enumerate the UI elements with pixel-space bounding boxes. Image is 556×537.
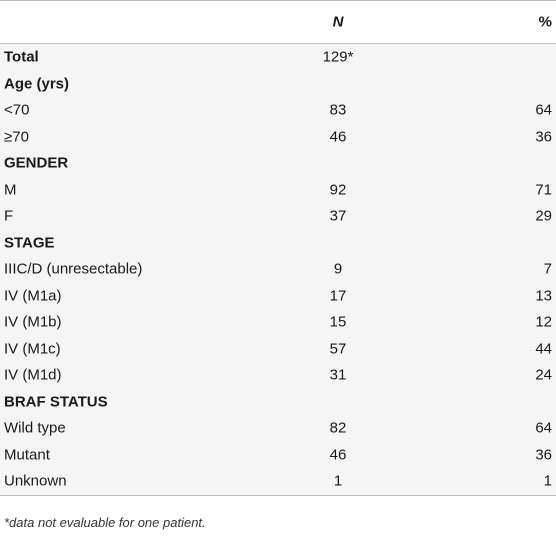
row-label: GENDER bbox=[4, 154, 69, 172]
row-label: IV (M1a) bbox=[4, 287, 62, 305]
row-n-cell bbox=[333, 260, 343, 278]
row-label: Total bbox=[4, 48, 39, 66]
row-n-cell bbox=[329, 313, 347, 331]
row-n-cell bbox=[329, 287, 347, 305]
row-percent-value: 12 bbox=[535, 313, 552, 331]
row-n-cell bbox=[329, 101, 347, 119]
row-n-value: 31 bbox=[329, 366, 347, 384]
row-percent-value: 71 bbox=[535, 181, 552, 199]
row-label: F bbox=[4, 207, 14, 225]
row-percent-value: 36 bbox=[535, 128, 552, 146]
row-label: Age (yrs) bbox=[4, 75, 70, 93]
table-row bbox=[0, 468, 556, 495]
row-label: ≥70 bbox=[4, 128, 29, 146]
row-label: IIIC/D (unresectable) bbox=[4, 260, 143, 278]
row-n-cell bbox=[329, 128, 347, 146]
row-label: BRAF STATUS bbox=[4, 393, 108, 411]
row-n-cell bbox=[338, 234, 339, 251]
table-section-row bbox=[0, 150, 556, 177]
table-row bbox=[0, 97, 556, 124]
row-percent-value: 64 bbox=[535, 419, 552, 437]
row-n-value: 57 bbox=[329, 340, 347, 358]
row-n-cell bbox=[322, 48, 354, 66]
row-label: IV (M1b) bbox=[4, 313, 62, 331]
table-row bbox=[0, 309, 556, 336]
row-label: IV (M1d) bbox=[4, 366, 62, 384]
table-row bbox=[0, 203, 556, 230]
row-label: Mutant bbox=[4, 446, 50, 464]
row-label: STAGE bbox=[4, 234, 55, 252]
table-section-row bbox=[0, 44, 556, 71]
row-percent-value: 36 bbox=[535, 446, 552, 464]
table-header bbox=[0, 0, 556, 44]
row-n-value: 37 bbox=[329, 207, 347, 225]
row-n-value: 92 bbox=[329, 181, 347, 199]
table-section-row bbox=[0, 389, 556, 416]
column-header-percent: % bbox=[538, 13, 552, 31]
row-n-value: 9 bbox=[333, 260, 343, 278]
table-row bbox=[0, 124, 556, 151]
row-n-cell bbox=[338, 155, 339, 172]
row-label: Unknown bbox=[4, 472, 67, 490]
table-row bbox=[0, 283, 556, 310]
table-row bbox=[0, 362, 556, 389]
row-n-value: 46 bbox=[329, 128, 347, 146]
row-label: Wild type bbox=[4, 419, 66, 437]
table-row bbox=[0, 177, 556, 204]
row-n-value: 129* bbox=[322, 48, 354, 66]
row-n-value: 1 bbox=[333, 472, 343, 490]
row-percent-value: 13 bbox=[535, 287, 552, 305]
row-percent-value: 1 bbox=[543, 472, 552, 490]
row-n-cell bbox=[329, 446, 347, 464]
row-percent-value: 29 bbox=[535, 207, 552, 225]
row-n-value: 46 bbox=[329, 446, 347, 464]
table-section-row bbox=[0, 230, 556, 257]
table-row bbox=[0, 336, 556, 363]
row-n-value: 83 bbox=[329, 101, 347, 119]
table-body bbox=[0, 44, 556, 496]
row-n-cell bbox=[338, 393, 339, 410]
row-n-value: 15 bbox=[329, 313, 347, 331]
table-footnote: *data not evaluable for one patient. bbox=[4, 515, 206, 530]
row-percent-value: 7 bbox=[543, 260, 552, 278]
row-percent-value: 64 bbox=[535, 101, 552, 119]
table-row bbox=[0, 442, 556, 469]
row-n-cell bbox=[329, 181, 347, 199]
row-label: <70 bbox=[4, 101, 30, 119]
row-n-value: 17 bbox=[329, 287, 347, 305]
row-percent-value: 24 bbox=[535, 366, 552, 384]
table-row bbox=[0, 256, 556, 283]
row-n-value: 82 bbox=[329, 419, 347, 437]
column-header-n: N bbox=[332, 13, 344, 31]
table-row bbox=[0, 415, 556, 442]
row-n-cell bbox=[329, 207, 347, 225]
row-n-cell bbox=[329, 419, 347, 437]
row-n-cell bbox=[333, 472, 343, 490]
row-n-cell bbox=[329, 340, 347, 358]
row-label: M bbox=[4, 181, 17, 199]
row-n-cell bbox=[338, 75, 339, 92]
table-section-row bbox=[0, 71, 556, 98]
row-label: IV (M1c) bbox=[4, 340, 61, 358]
row-percent-value: 44 bbox=[535, 340, 552, 358]
row-n-cell bbox=[329, 366, 347, 384]
